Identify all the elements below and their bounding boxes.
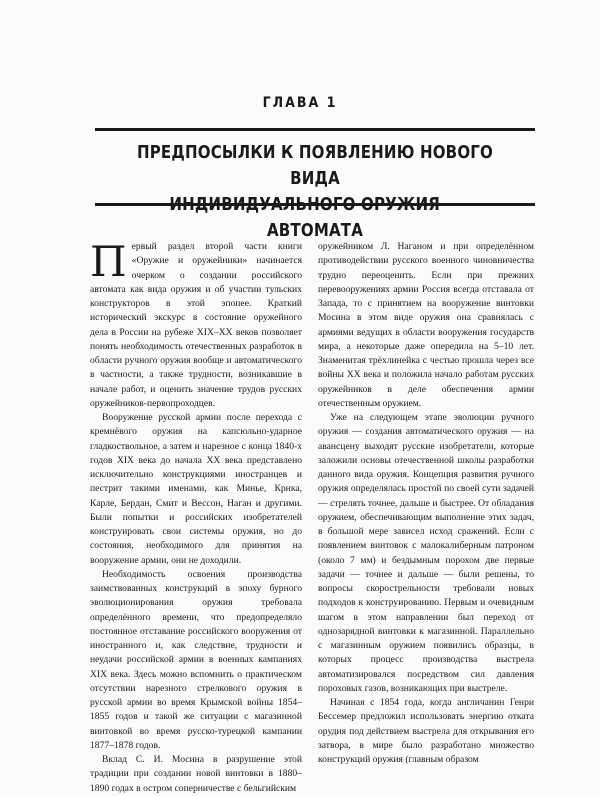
paragraph-5: оружейником Л. Наганом и при определённом противодействии русского военного чиновничества трудно переоценить. Если при прежних перевооружениях армии Россия всегда отставала от Запада, то с принятием на вооружение винтовки Мосина в этом виде оружия она сравнялась с армиями ведущих в области вооружения государств мира, а некоторые даже опередила на 5–10 лет. Знаменитая трёхлинейка с честью прошла через все войны XX века и положила начало работам русских оружейников в деле обеспечения армии отечественным оружием. [318,241,534,409]
title-rule-top [95,128,535,131]
paragraph-2: Вооружение русской армии после перехода с кремнёвого оружия на капсюльно-ударное гладкоствольное, а затем и нарезное с конца 1840-х годов XIX века до начала XX века представлено исключительно конструкциями иностранцев и пестрит такими именами, как Минье, Крнка, Карле, Бердан, Смит и Вессон, Наган и другими. Были попытки и российских изобретателей конструировать свои системы оружия, но до состояния, необходимого для принятия на вооружение армии, они не доходили. [90,412,302,566]
chapter-title-line-2: АВТОМАТА [266,221,364,241]
paragraph-1 [90,237,302,411]
paragraph-4: Вклад С. И. Мосина в разрушение этой традиции при создании новой винтовки в 1880–1890 годах в остром соперничестве с бельгийским [90,754,302,794]
chapter-label: ГЛАВА 1 [262,95,338,111]
paragraph-6: Уже на следующем этапе эволюции ручного оружия — создания автоматического оружия — на авансцену выходят русские изобретатели, которые заложили основы отечественной школы разработки данного вида оружия. Концепция развития ручного оружия определялась простой по своей сути задачей — стрелять точнее, дальше и быстрее. От обладания оружием, обеспечивающим выполнение этих задач, в большой мере зависел исход сражений. Если с появлением винтовок с малокалиберным патроном (около 7 мм) и бездымным порохом две первые задачи — точнее и дальше — были решены, то вопросы скорострельности требовали новых подходов к конструированию. Первым и очевидным шагом в этом направлении был переход от однозарядной винтовки к магазинной. Параллельно с магазинным оружием появились образцы, в которых процесс производства выстрела автоматизировался посредством сил давления пороховых газов, возникающих при выстреле. [318,412,534,694]
chapter-title-line-1: ПРЕДПОСЫЛКИ К ПОЯВЛЕНИЮ НОВОГО ВИДА [136,143,494,189]
drop-cap: П [90,237,127,286]
paragraph-7: Начиная с 1854 года, когда англичанин Генри Бессемер предложил использовать энергию отката орудия под действием выстрела для открывания его затвора, в мире было разработано множество конструкций оружия (главным образом [318,697,534,765]
paragraph-3: Необходимость освоения производства заимствованных конструкций в эпоху бурного эволюционирования оружия требовала определённого времени, что предопределяло постоянное отставание российского вооружения от иностранного и, как следствие, трудности и неудачи российской армии в военных кампаниях XIX века. Здесь можно вспомнить о практическом отсутствии нарезного стрелкового оружия в русской армии во время Крымской войны 1854–1855 годов и такой же ситуации с магазинной винтовкой во время русско-турецкой кампании 1877–1878 годов. [90,568,302,751]
paragraph-1-text: ервый раздел второй части книги «Оружие и оружейники» начинается очерком о создании российского автомата как вида оружия и об участии тульских конструкторов в этой эпопее. Краткий исторический экскурс в состояние оружейного дела в России на рубеже XIX–XX веков позволяет понять необходимость отечественных разработок в области ручного оружия вообще и автоматического в частности, а также трудности, возникавшие в начале работ, и оценить значение трудов русских оружейников-первопроходцев. [90,241,302,409]
title-rule-bottom [95,203,535,206]
left-column [90,237,302,796]
chapter-title [126,140,504,244]
right-column [318,240,534,767]
